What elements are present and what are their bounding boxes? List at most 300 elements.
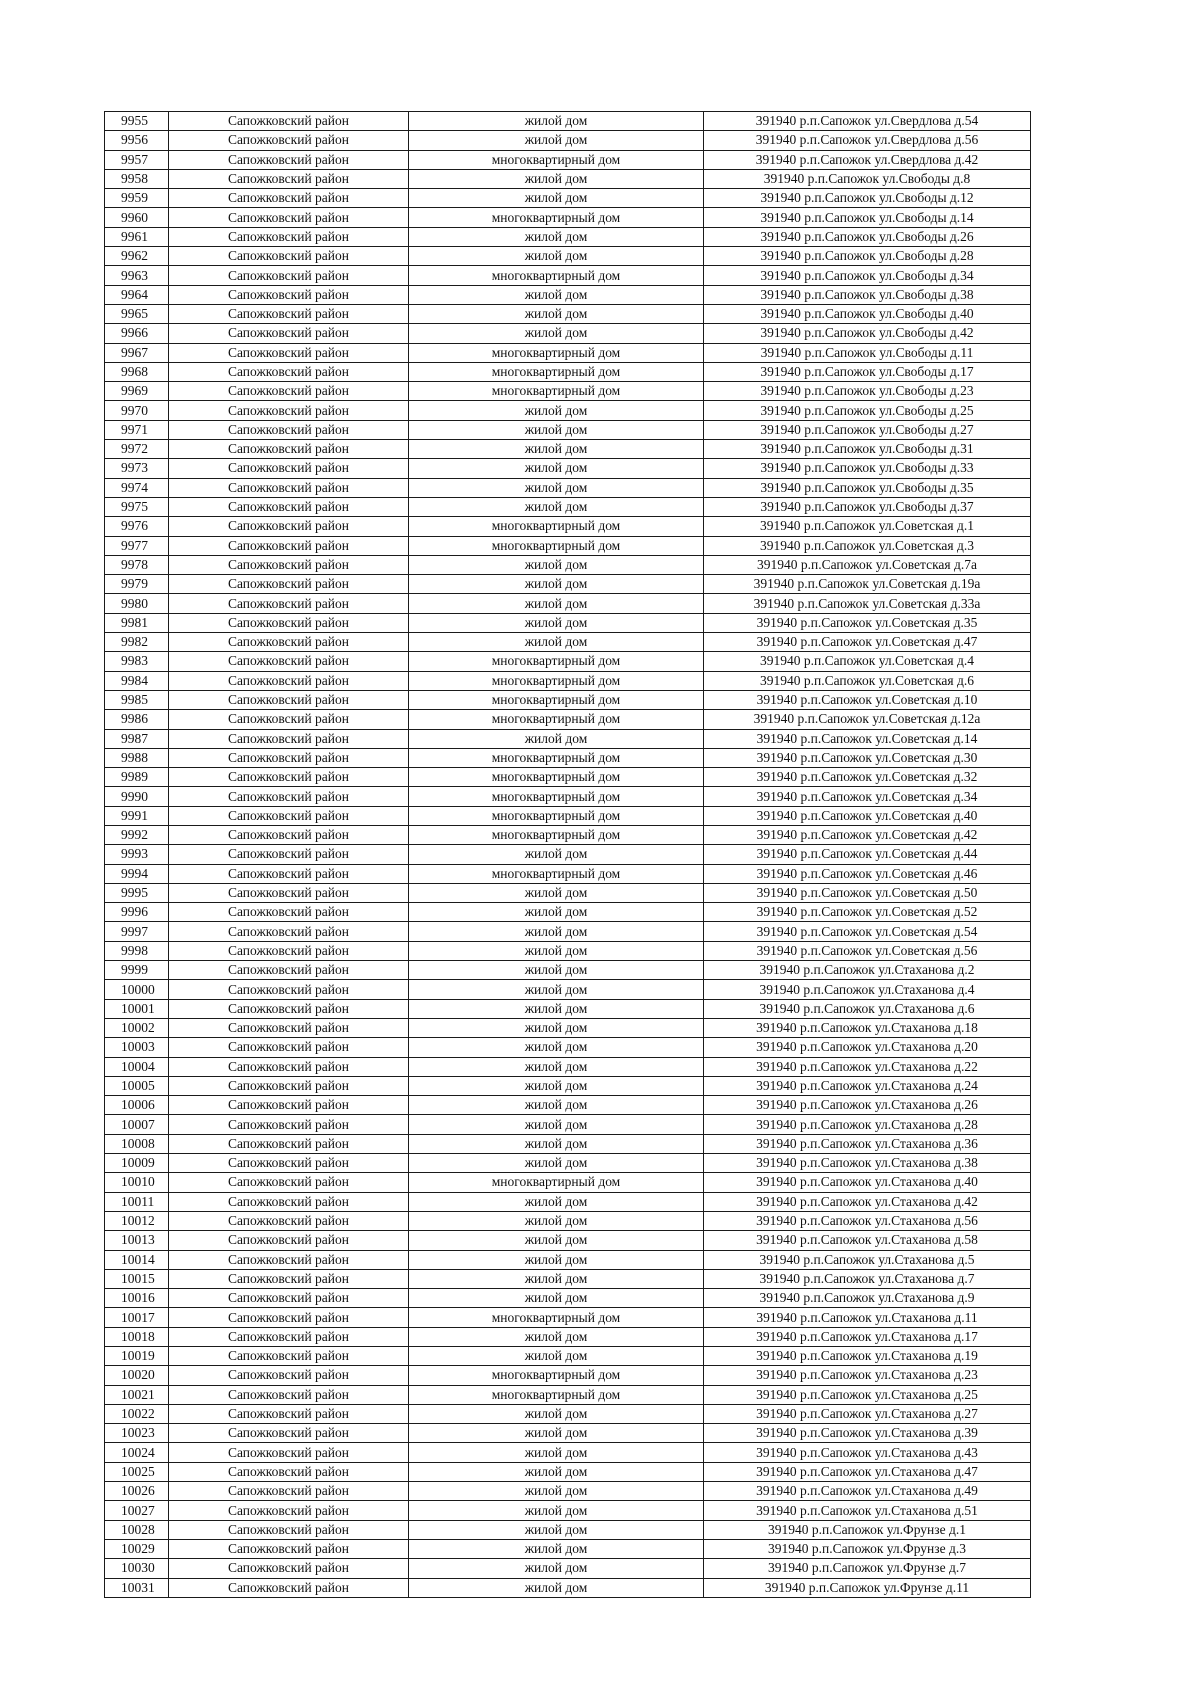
address-cell: 391940 р.п.Сапожок ул.Фрунзе д.7 (704, 1559, 1031, 1578)
district-cell: Сапожковский район (169, 517, 409, 536)
table-row (105, 555, 1031, 574)
building-type-cell: жилой дом (409, 285, 704, 304)
table-row (105, 594, 1031, 613)
district-cell: Сапожковский район (169, 1462, 409, 1481)
row-number-cell: 9975 (105, 497, 169, 516)
district-cell: Сапожковский район (169, 748, 409, 767)
row-number-cell: 9973 (105, 459, 169, 478)
building-type-cell: многоквартирный дом (409, 1173, 704, 1192)
building-type-cell: многоквартирный дом (409, 1385, 704, 1404)
address-cell: 391940 р.п.Сапожок ул.Стаханова д.4 (704, 980, 1031, 999)
district-cell: Сапожковский район (169, 362, 409, 381)
district-cell: Сапожковский район (169, 941, 409, 960)
building-type-cell: многоквартирный дом (409, 652, 704, 671)
row-number-cell: 10030 (105, 1559, 169, 1578)
address-cell: 391940 р.п.Сапожок ул.Стаханова д.19 (704, 1347, 1031, 1366)
table-row (105, 903, 1031, 922)
building-type-cell: жилой дом (409, 1192, 704, 1211)
district-cell: Сапожковский район (169, 420, 409, 439)
row-number-cell: 9990 (105, 787, 169, 806)
table-row (105, 131, 1031, 150)
building-type-cell: жилой дом (409, 440, 704, 459)
building-type-cell: жилой дом (409, 1115, 704, 1134)
row-number-cell: 10031 (105, 1578, 169, 1597)
table-row (105, 806, 1031, 825)
district-cell: Сапожковский район (169, 1269, 409, 1288)
row-number-cell: 9955 (105, 112, 169, 131)
district-cell: Сапожковский район (169, 1173, 409, 1192)
building-type-cell: многоквартирный дом (409, 1366, 704, 1385)
district-cell: Сапожковский район (169, 883, 409, 902)
row-number-cell: 9993 (105, 845, 169, 864)
row-number-cell: 9984 (105, 671, 169, 690)
district-cell: Сапожковский район (169, 768, 409, 787)
table-row (105, 112, 1031, 131)
district-cell: Сапожковский район (169, 1424, 409, 1443)
table-row (105, 1289, 1031, 1308)
address-cell: 391940 р.п.Сапожок ул.Свердлова д.42 (704, 150, 1031, 169)
table-row (105, 1192, 1031, 1211)
district-cell: Сапожковский район (169, 1154, 409, 1173)
building-type-cell: жилой дом (409, 980, 704, 999)
table-row (105, 1578, 1031, 1597)
address-cell: 391940 р.п.Сапожок ул.Свободы д.33 (704, 459, 1031, 478)
district-cell: Сапожковский район (169, 961, 409, 980)
row-number-cell: 10017 (105, 1308, 169, 1327)
table-row (105, 825, 1031, 844)
row-number-cell: 9966 (105, 324, 169, 343)
table-row (105, 1231, 1031, 1250)
table-row (105, 1404, 1031, 1423)
table-row (105, 1134, 1031, 1153)
table-row (105, 208, 1031, 227)
row-number-cell: 10014 (105, 1250, 169, 1269)
building-type-cell: жилой дом (409, 1096, 704, 1115)
address-cell: 391940 р.п.Сапожок ул.Фрунзе д.3 (704, 1539, 1031, 1558)
row-number-cell: 9987 (105, 729, 169, 748)
table-row (105, 362, 1031, 381)
address-cell: 391940 р.п.Сапожок ул.Свободы д.23 (704, 382, 1031, 401)
row-number-cell: 10005 (105, 1076, 169, 1095)
table-row (105, 304, 1031, 323)
building-type-cell: жилой дом (409, 189, 704, 208)
district-cell: Сапожковский район (169, 1347, 409, 1366)
building-type-cell: жилой дом (409, 922, 704, 941)
row-number-cell: 9977 (105, 536, 169, 555)
table-row (105, 1115, 1031, 1134)
address-cell: 391940 р.п.Сапожок ул.Свердлова д.54 (704, 112, 1031, 131)
building-type-cell: жилой дом (409, 112, 704, 131)
row-number-cell: 9963 (105, 266, 169, 285)
row-number-cell: 10019 (105, 1347, 169, 1366)
row-number-cell: 9965 (105, 304, 169, 323)
building-type-cell: жилой дом (409, 497, 704, 516)
row-number-cell: 9978 (105, 555, 169, 574)
row-number-cell: 9971 (105, 420, 169, 439)
row-number-cell: 9985 (105, 690, 169, 709)
district-cell: Сапожковский район (169, 980, 409, 999)
district-cell: Сапожковский район (169, 845, 409, 864)
table-row (105, 1539, 1031, 1558)
table-row (105, 1443, 1031, 1462)
table-row (105, 1462, 1031, 1481)
building-type-cell: жилой дом (409, 1462, 704, 1481)
building-type-cell: жилой дом (409, 555, 704, 574)
building-type-cell: многоквартирный дом (409, 1308, 704, 1327)
table-row (105, 613, 1031, 632)
building-type-cell: жилой дом (409, 324, 704, 343)
building-type-cell: жилой дом (409, 1520, 704, 1539)
district-cell: Сапожковский район (169, 1327, 409, 1346)
district-cell: Сапожковский район (169, 343, 409, 362)
address-cell: 391940 р.п.Сапожок ул.Советская д.10 (704, 690, 1031, 709)
table-row (105, 1250, 1031, 1269)
table-row (105, 575, 1031, 594)
address-cell: 391940 р.п.Сапожок ул.Стаханова д.26 (704, 1096, 1031, 1115)
address-cell: 391940 р.п.Сапожок ул.Советская д.4 (704, 652, 1031, 671)
district-cell: Сапожковский район (169, 1231, 409, 1250)
address-cell: 391940 р.п.Сапожок ул.Советская д.52 (704, 903, 1031, 922)
address-cell: 391940 р.п.Сапожок ул.Советская д.32 (704, 768, 1031, 787)
row-number-cell: 9988 (105, 748, 169, 767)
row-number-cell: 9983 (105, 652, 169, 671)
row-number-cell: 10029 (105, 1539, 169, 1558)
address-cell: 391940 р.п.Сапожок ул.Стаханова д.2 (704, 961, 1031, 980)
table-row (105, 1057, 1031, 1076)
building-type-cell: жилой дом (409, 961, 704, 980)
row-number-cell: 9960 (105, 208, 169, 227)
address-cell: 391940 р.п.Сапожок ул.Советская д.19а (704, 575, 1031, 594)
table-row (105, 980, 1031, 999)
building-type-cell: жилой дом (409, 459, 704, 478)
district-cell: Сапожковский район (169, 806, 409, 825)
table-row (105, 459, 1031, 478)
address-cell: 391940 р.п.Сапожок ул.Советская д.1 (704, 517, 1031, 536)
building-type-cell: жилой дом (409, 1134, 704, 1153)
district-cell: Сапожковский район (169, 150, 409, 169)
district-cell: Сапожковский район (169, 1115, 409, 1134)
building-type-cell: жилой дом (409, 845, 704, 864)
address-cell: 391940 р.п.Сапожок ул.Стаханова д.47 (704, 1462, 1031, 1481)
address-cell: 391940 р.п.Сапожок ул.Стаханова д.7 (704, 1269, 1031, 1288)
address-cell: 391940 р.п.Сапожок ул.Свободы д.11 (704, 343, 1031, 362)
table-body (105, 112, 1031, 1598)
district-cell: Сапожковский район (169, 382, 409, 401)
row-number-cell: 10003 (105, 1038, 169, 1057)
row-number-cell: 9968 (105, 362, 169, 381)
building-type-cell: многоквартирный дом (409, 825, 704, 844)
row-number-cell: 10000 (105, 980, 169, 999)
district-cell: Сапожковский район (169, 1250, 409, 1269)
district-cell: Сапожковский район (169, 633, 409, 652)
building-type-cell: многоквартирный дом (409, 343, 704, 362)
table-row (105, 1154, 1031, 1173)
row-number-cell: 9959 (105, 189, 169, 208)
building-type-cell: жилой дом (409, 1250, 704, 1269)
address-cell: 391940 р.п.Сапожок ул.Советская д.42 (704, 825, 1031, 844)
row-number-cell: 9967 (105, 343, 169, 362)
table-row (105, 1520, 1031, 1539)
building-type-cell: жилой дом (409, 1559, 704, 1578)
building-type-cell: жилой дом (409, 1038, 704, 1057)
table-row (105, 671, 1031, 690)
table-row (105, 845, 1031, 864)
row-number-cell: 10002 (105, 1018, 169, 1037)
table-row (105, 1501, 1031, 1520)
address-cell: 391940 р.п.Сапожок ул.Свободы д.31 (704, 440, 1031, 459)
district-cell: Сапожковский район (169, 1385, 409, 1404)
row-number-cell: 9956 (105, 131, 169, 150)
address-cell: 391940 р.п.Сапожок ул.Свободы д.8 (704, 169, 1031, 188)
row-number-cell: 10001 (105, 999, 169, 1018)
row-number-cell: 10015 (105, 1269, 169, 1288)
row-number-cell: 10013 (105, 1231, 169, 1250)
district-cell: Сапожковский район (169, 304, 409, 323)
building-type-cell: жилой дом (409, 1211, 704, 1230)
row-number-cell: 9961 (105, 227, 169, 246)
building-type-cell: многоквартирный дом (409, 150, 704, 169)
district-cell: Сапожковский район (169, 227, 409, 246)
building-type-cell: жилой дом (409, 594, 704, 613)
address-cell: 391940 р.п.Сапожок ул.Советская д.40 (704, 806, 1031, 825)
address-cell: 391940 р.п.Сапожок ул.Советская д.6 (704, 671, 1031, 690)
address-cell: 391940 р.п.Сапожок ул.Стаханова д.9 (704, 1289, 1031, 1308)
table-row (105, 1327, 1031, 1346)
table-row (105, 1347, 1031, 1366)
row-number-cell: 10008 (105, 1134, 169, 1153)
address-cell: 391940 р.п.Сапожок ул.Советская д.14 (704, 729, 1031, 748)
district-cell: Сапожковский район (169, 1096, 409, 1115)
address-cell: 391940 р.п.Сапожок ул.Стаханова д.56 (704, 1211, 1031, 1230)
row-number-cell: 10025 (105, 1462, 169, 1481)
address-cell: 391940 р.п.Сапожок ул.Свободы д.28 (704, 247, 1031, 266)
building-type-cell: многоквартирный дом (409, 690, 704, 709)
building-type-cell: жилой дом (409, 883, 704, 902)
building-type-cell: многоквартирный дом (409, 748, 704, 767)
address-cell: 391940 р.п.Сапожок ул.Советская д.33а (704, 594, 1031, 613)
district-cell: Сапожковский район (169, 613, 409, 632)
table-row (105, 247, 1031, 266)
address-cell: 391940 р.п.Сапожок ул.Советская д.56 (704, 941, 1031, 960)
building-type-cell: жилой дом (409, 1289, 704, 1308)
row-number-cell: 9999 (105, 961, 169, 980)
table-row (105, 1308, 1031, 1327)
table-row (105, 864, 1031, 883)
row-number-cell: 9976 (105, 517, 169, 536)
district-cell: Сапожковский район (169, 1018, 409, 1037)
table-row (105, 478, 1031, 497)
table-row (105, 324, 1031, 343)
address-cell: 391940 р.п.Сапожок ул.Свободы д.34 (704, 266, 1031, 285)
row-number-cell: 9992 (105, 825, 169, 844)
district-cell: Сапожковский район (169, 401, 409, 420)
address-cell: 391940 р.п.Сапожок ул.Стаханова д.39 (704, 1424, 1031, 1443)
building-type-cell: жилой дом (409, 401, 704, 420)
row-number-cell: 10012 (105, 1211, 169, 1230)
address-cell: 391940 р.п.Сапожок ул.Стаханова д.58 (704, 1231, 1031, 1250)
table-row (105, 285, 1031, 304)
address-cell: 391940 р.п.Сапожок ул.Советская д.50 (704, 883, 1031, 902)
table-row (105, 1018, 1031, 1037)
district-cell: Сапожковский район (169, 1038, 409, 1057)
district-cell: Сапожковский район (169, 1289, 409, 1308)
address-cell: 391940 р.п.Сапожок ул.Советская д.35 (704, 613, 1031, 632)
table-row (105, 729, 1031, 748)
building-type-cell: многоквартирный дом (409, 671, 704, 690)
address-cell: 391940 р.п.Сапожок ул.Стаханова д.27 (704, 1404, 1031, 1423)
district-cell: Сапожковский район (169, 729, 409, 748)
table-row (105, 710, 1031, 729)
address-cell: 391940 р.п.Сапожок ул.Советская д.34 (704, 787, 1031, 806)
building-type-cell: жилой дом (409, 1327, 704, 1346)
address-cell: 391940 р.п.Сапожок ул.Стаханова д.11 (704, 1308, 1031, 1327)
table-row (105, 1211, 1031, 1230)
table-row (105, 1076, 1031, 1095)
district-cell: Сапожковский район (169, 903, 409, 922)
row-number-cell: 9997 (105, 922, 169, 941)
building-type-cell: жилой дом (409, 1269, 704, 1288)
row-number-cell: 9979 (105, 575, 169, 594)
table-row (105, 1559, 1031, 1578)
building-type-cell: жилой дом (409, 575, 704, 594)
building-type-cell: жилой дом (409, 478, 704, 497)
building-type-cell: многоквартирный дом (409, 768, 704, 787)
building-type-cell: жилой дом (409, 227, 704, 246)
table-row (105, 343, 1031, 362)
district-cell: Сапожковский район (169, 922, 409, 941)
address-cell: 391940 р.п.Сапожок ул.Свободы д.25 (704, 401, 1031, 420)
building-type-cell: жилой дом (409, 1443, 704, 1462)
address-cell: 391940 р.п.Сапожок ул.Советская д.3 (704, 536, 1031, 555)
district-cell: Сапожковский район (169, 1057, 409, 1076)
table-row (105, 1385, 1031, 1404)
row-number-cell: 9957 (105, 150, 169, 169)
district-cell: Сапожковский район (169, 999, 409, 1018)
district-cell: Сапожковский район (169, 169, 409, 188)
district-cell: Сапожковский район (169, 459, 409, 478)
building-type-cell: многоквартирный дом (409, 362, 704, 381)
district-cell: Сапожковский район (169, 189, 409, 208)
district-cell: Сапожковский район (169, 1134, 409, 1153)
district-cell: Сапожковский район (169, 497, 409, 516)
district-cell: Сапожковский район (169, 324, 409, 343)
row-number-cell: 9996 (105, 903, 169, 922)
address-cell: 391940 р.п.Сапожок ул.Советская д.7а (704, 555, 1031, 574)
address-cell: 391940 р.п.Сапожок ул.Стаханова д.49 (704, 1482, 1031, 1501)
building-type-cell: жилой дом (409, 613, 704, 632)
row-number-cell: 10016 (105, 1289, 169, 1308)
table-row (105, 1038, 1031, 1057)
address-cell: 391940 р.п.Сапожок ул.Стаханова д.38 (704, 1154, 1031, 1173)
row-number-cell: 9972 (105, 440, 169, 459)
district-cell: Сапожковский район (169, 285, 409, 304)
district-cell: Сапожковский район (169, 671, 409, 690)
building-type-cell: жилой дом (409, 1424, 704, 1443)
building-type-cell: жилой дом (409, 1482, 704, 1501)
address-cell: 391940 р.п.Сапожок ул.Стаханова д.43 (704, 1443, 1031, 1462)
table-row (105, 883, 1031, 902)
district-cell: Сапожковский район (169, 575, 409, 594)
building-type-cell: жилой дом (409, 1501, 704, 1520)
table-row (105, 169, 1031, 188)
row-number-cell: 9991 (105, 806, 169, 825)
address-cell: 391940 р.п.Сапожок ул.Свободы д.37 (704, 497, 1031, 516)
table-row (105, 787, 1031, 806)
table-row (105, 189, 1031, 208)
district-cell: Сапожковский район (169, 690, 409, 709)
building-type-cell: жилой дом (409, 1347, 704, 1366)
address-cell: 391940 р.п.Сапожок ул.Советская д.46 (704, 864, 1031, 883)
building-type-cell: жилой дом (409, 304, 704, 323)
building-type-cell: жилой дом (409, 1154, 704, 1173)
table-row (105, 999, 1031, 1018)
table-row (105, 1096, 1031, 1115)
row-number-cell: 9994 (105, 864, 169, 883)
district-cell: Сапожковский район (169, 1366, 409, 1385)
row-number-cell: 9969 (105, 382, 169, 401)
address-cell: 391940 р.п.Сапожок ул.Стаханова д.42 (704, 1192, 1031, 1211)
address-cell: 391940 р.п.Сапожок ул.Свободы д.35 (704, 478, 1031, 497)
address-cell: 391940 р.п.Сапожок ул.Стаханова д.24 (704, 1076, 1031, 1095)
table-row (105, 941, 1031, 960)
building-type-cell: жилой дом (409, 633, 704, 652)
building-type-cell: жилой дом (409, 941, 704, 960)
district-cell: Сапожковский район (169, 652, 409, 671)
district-cell: Сапожковский район (169, 1443, 409, 1462)
row-number-cell: 10028 (105, 1520, 169, 1539)
building-type-cell: многоквартирный дом (409, 806, 704, 825)
row-number-cell: 10007 (105, 1115, 169, 1134)
address-cell: 391940 р.п.Сапожок ул.Свободы д.40 (704, 304, 1031, 323)
table-row (105, 227, 1031, 246)
row-number-cell: 10024 (105, 1443, 169, 1462)
address-cell: 391940 р.п.Сапожок ул.Свердлова д.56 (704, 131, 1031, 150)
district-cell: Сапожковский район (169, 1539, 409, 1558)
table-row (105, 1424, 1031, 1443)
address-cell: 391940 р.п.Сапожок ул.Стаханова д.36 (704, 1134, 1031, 1153)
building-type-cell: многоквартирный дом (409, 266, 704, 285)
address-cell: 391940 р.п.Сапожок ул.Стаханова д.18 (704, 1018, 1031, 1037)
building-type-cell: жилой дом (409, 131, 704, 150)
table-row (105, 420, 1031, 439)
district-cell: Сапожковский район (169, 478, 409, 497)
address-cell: 391940 р.п.Сапожок ул.Советская д.30 (704, 748, 1031, 767)
building-type-cell: жилой дом (409, 1404, 704, 1423)
row-number-cell: 9995 (105, 883, 169, 902)
address-cell: 391940 р.п.Сапожок ул.Фрунзе д.1 (704, 1520, 1031, 1539)
district-cell: Сапожковский район (169, 131, 409, 150)
table-row (105, 1482, 1031, 1501)
building-type-cell: многоквартирный дом (409, 517, 704, 536)
table-row (105, 440, 1031, 459)
housing-registry-table (104, 111, 1031, 1598)
table-row (105, 652, 1031, 671)
row-number-cell: 9982 (105, 633, 169, 652)
district-cell: Сапожковский район (169, 440, 409, 459)
table-row (105, 382, 1031, 401)
address-cell: 391940 р.п.Сапожок ул.Стаханова д.51 (704, 1501, 1031, 1520)
table-row (105, 150, 1031, 169)
district-cell: Сапожковский район (169, 555, 409, 574)
table-row (105, 1366, 1031, 1385)
row-number-cell: 10011 (105, 1192, 169, 1211)
district-cell: Сапожковский район (169, 1404, 409, 1423)
address-cell: 391940 р.п.Сапожок ул.Свободы д.42 (704, 324, 1031, 343)
row-number-cell: 9962 (105, 247, 169, 266)
building-type-cell: жилой дом (409, 1018, 704, 1037)
district-cell: Сапожковский район (169, 112, 409, 131)
address-cell: 391940 р.п.Сапожок ул.Свободы д.17 (704, 362, 1031, 381)
